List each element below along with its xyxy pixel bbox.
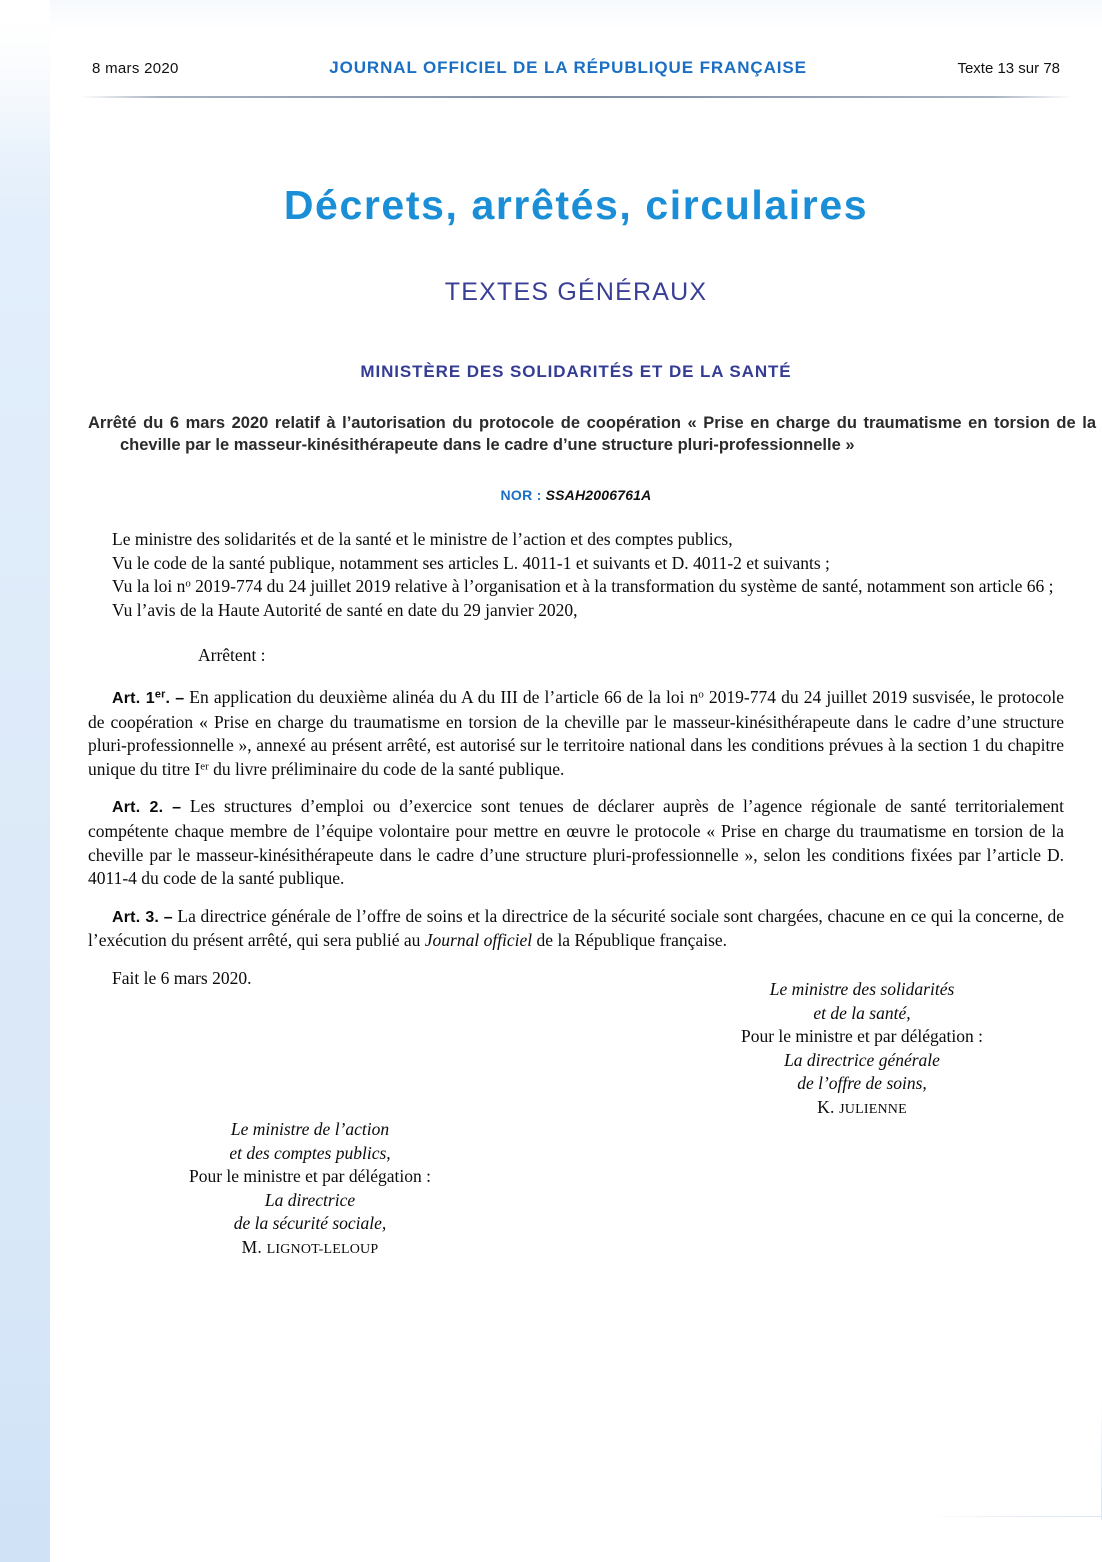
article-1-text-b: 2019-774 du 24 juillet 2019 susvisée, le protocole de coopération « Prise en charge du traumatisme en torsion de la cheville par le masseur-kinésithérapeute dans le cadre d’une structure pluri-professionnelle », annexé au présent arrêté, est autorisé sur le territoire national dans les conditions prévues à la section 1 du chapitre unique du titre I [88,686,1065,779]
section-title: TEXTES GÉNÉRAUX [444,278,708,306]
article-2 [88,795,1064,890]
article-3-journal-officiel: Journal officiel [424,930,533,951]
sig-comptes-role-line-1: Le ministre de l’action [230,1119,390,1139]
article-1-ordinal-2: er [200,760,209,773]
nor-code: SSAH2006761A [545,487,652,503]
nor-label: NOR : [500,487,542,503]
act-title-line-2: du traumatisme en torsion de la cheville par le masseur-kinésithérapeute dans le cadre d’une [120,414,1097,454]
sig-comptes-initial: M. [241,1236,262,1257]
ministry-heading: MINISTÈRE DES SOLIDARITÉS ET DE LA SANTÉ [360,362,792,381]
page-edge-bottom [922,1516,1102,1517]
header-rule [80,96,1072,98]
preamble-3-text-b: 2019-774 du 24 juillet 2019 relative à l’organisation et à la transformation du système de santé, notamment son article 66 ; [190,576,1054,597]
article-2-label: Art. 2. [112,799,164,817]
act-title-line-3: structure pluri-professionnelle » [601,436,855,454]
page-top-shading [50,0,1102,30]
sig-sante-title-line-2: de l’offre de soins, [797,1073,927,1093]
sig-sante-delegation: Pour le ministre et par délégation : [740,1026,984,1046]
article-1-text-c: du livre préliminaire du code de la santé publique. [208,758,565,779]
running-head [92,58,1060,78]
article-1 [88,686,1064,781]
sig-comptes-surname: LIGNOT-LELOUP [266,1241,379,1257]
preamble-paragraph-3 [88,575,1064,599]
sig-comptes-role-line-2: et des comptes publics, [229,1142,391,1163]
sig-sante-initial: K. [817,1096,835,1117]
article-1-text-a: En application du deuxième alinéa du A du III de l’article 66 de la loi n [189,686,699,707]
act-title [88,412,1096,456]
text-folio: Texte 13 sur 78 [957,60,1060,77]
sig-comptes-delegation: Pour le ministre et par délégation : [188,1166,432,1186]
article-3-text-a: La directrice générale de l’offre de soins et la directrice de la sécurité sociale sont chargées, chacune en ce qui la concerne, de l’exécution du présent arrêté, qui sera publié au [88,905,1065,951]
left-margin-strip [0,0,50,1562]
article-1-label-ordinal: er [154,688,166,701]
article-1-dash: – [175,689,185,707]
nor-line [50,487,1102,503]
preamble-paragraph-4: Vu l’avis de la Haute Autorité de santé en date du 29 janvier 2020, [112,599,578,620]
journal-title: JOURNAL OFFICIEL DE LA RÉPUBLIQUE FRANÇAISE [329,58,807,77]
article-1-label-end: . [165,689,171,707]
fait-line: Fait le 6 mars 2020. [112,967,252,988]
article-3-label: Art. 3. [112,908,160,926]
article-2-dash: – [172,799,181,817]
preamble-paragraph-1: Le ministre des solidarités et de la santé et le ministre de l’action et des comptes publics, [112,529,733,549]
sig-sante-role-line-1: Le ministre des solidarités [769,979,955,999]
signature-block-sante [662,978,1062,1121]
left-margin-strip-fade [0,0,50,150]
article-2-text: Les structures d’emploi ou d’exercice sont tenues de déclarer auprès de l’agence régionale de santé territorialement compétente chaque membre de l’équipe volontaire pour mettre en œuvre le protocole « Prise en charge du traumatisme en torsion de la cheville par le masseur-kinésithérapeute dans le cadre d’une structure pluri-professionnelle », selon les conditions fixées par l’article D. 4011-4 du code de la santé publique. [88,796,1065,889]
preamble-3-ordinal: o [185,577,191,590]
page-sheet [50,0,1102,1562]
sig-sante-name [662,1096,1062,1122]
sig-sante-surname: JULIENNE [839,1101,907,1117]
article-3-text-b: de la République française. [532,930,728,951]
sig-sante-title-line-1: La directrice générale [784,1049,940,1070]
sig-comptes-name [110,1236,510,1262]
article-1-ordinal-1: o [698,688,704,701]
article-3 [88,905,1064,953]
act-title-line-1: Arrêté du 6 mars 2020 relatif à l’autorisation du protocole de coopération « Prise en charge [88,414,831,432]
article-1-label: Art. 1 [112,689,155,707]
publication-date: 8 mars 2020 [92,60,179,77]
article-3-dash: – [163,908,173,926]
preamble-3-text-a: Vu la loi n [112,576,186,597]
arretent-line: Arrêtent : [198,645,266,666]
sig-sante-role-line-2: et de la santé, [813,1002,911,1023]
document-body [88,528,1064,991]
preamble-paragraph-2: Vu le code de la santé publique, notamment ses articles L. 4011-1 et suivants et D. 4011-2 et suivants ; [112,552,830,573]
sig-comptes-title-line-1: La directrice [264,1189,356,1210]
masthead-title: Décrets, arrêtés, circulaires [283,182,869,228]
sig-comptes-title-line-2: de la sécurité sociale, [233,1213,387,1233]
signature-block-comptes-publics [110,1118,510,1261]
